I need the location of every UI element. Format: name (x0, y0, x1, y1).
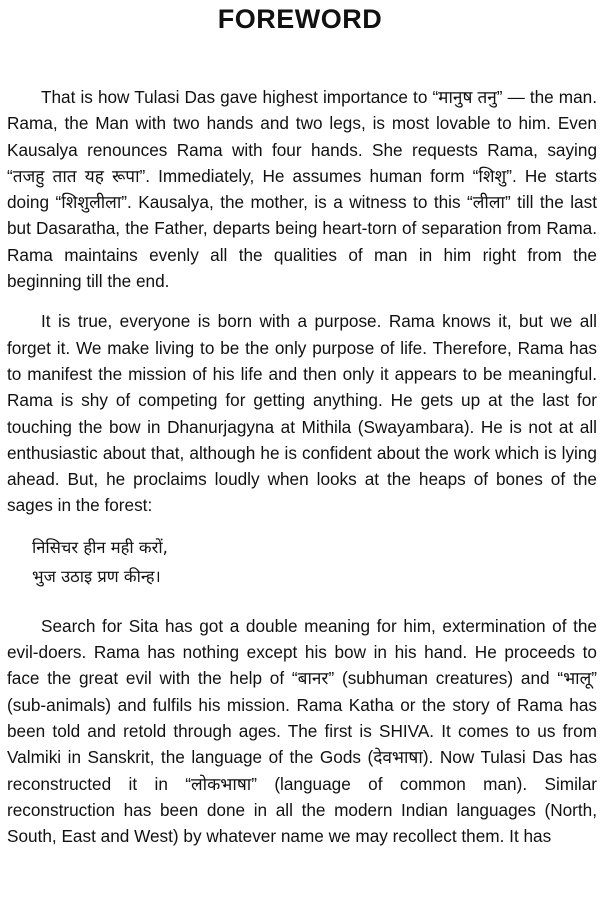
verse-line-2: भुज उठाइ प्रण कीन्ह। (32, 566, 161, 586)
page-title: FOREWORD (217, 4, 383, 34)
paragraph-1: That is how Tulasi Das gave highest importance to “मानुष तनु” — the man. Rama, the Man with two hands and two legs, is most lovable to him. Even Kausalya renounces Rama with four hands. She requests Rama, saying “तजहु तात यह रूपा”. Immediately, He assumes human form “शिशु”. He starts doing “शिशुलीला”. Kausalya, the mother, is a witness to this “लीला” till the last but Dasaratha, the Father, departs being heart-torn of separation from Rama. Rama maintains evenly all the qualities of man in him right from the beginning till the end. (7, 87, 597, 292)
foreword-body (7, 84, 597, 849)
paragraph-2: It is true, everyone is born with a purpose. Rama knows it, but we all forget it. We make living to be the only purpose of life. Therefore, Rama has to manifest the mission of his life and then only it appears to be meaningful. Rama is shy of competing for getting anything. He gets up at the last for touching the bow in Dhanurjagyna at Mithila (Swayambara). He is not at all enthusiastic about that, although he is confident about the work which is lying ahead. But, he proclaims loudly when looks at the heaps of bones of the sages in the forest: (7, 311, 597, 516)
hindi-verse (7, 533, 597, 591)
verse-line-1: निसिचर हीन मही करों, (32, 537, 168, 557)
paragraph-3: Search for Sita has got a double meaning for him, extermination of the evil-doers. Rama has nothing except his bow in his hand. He proceeds to face the great evil with the help of “बानर” (subhuman creatures) and “भालू” (sub-animals) and fulfils his mission. Rama Katha or the story of Rama has been told and retold through ages. The first is SHIVA. It comes to us from Valmiki in Sanskrit, the language of the Gods (देवभाषा). Now Tulasi Das has reconstructed it in “लोकभाषा” (language of common man). Similar reconstruction has been done in all the modern Indian languages (North, South, East and West) by whatever name we may recollect them. It has (7, 615, 597, 847)
